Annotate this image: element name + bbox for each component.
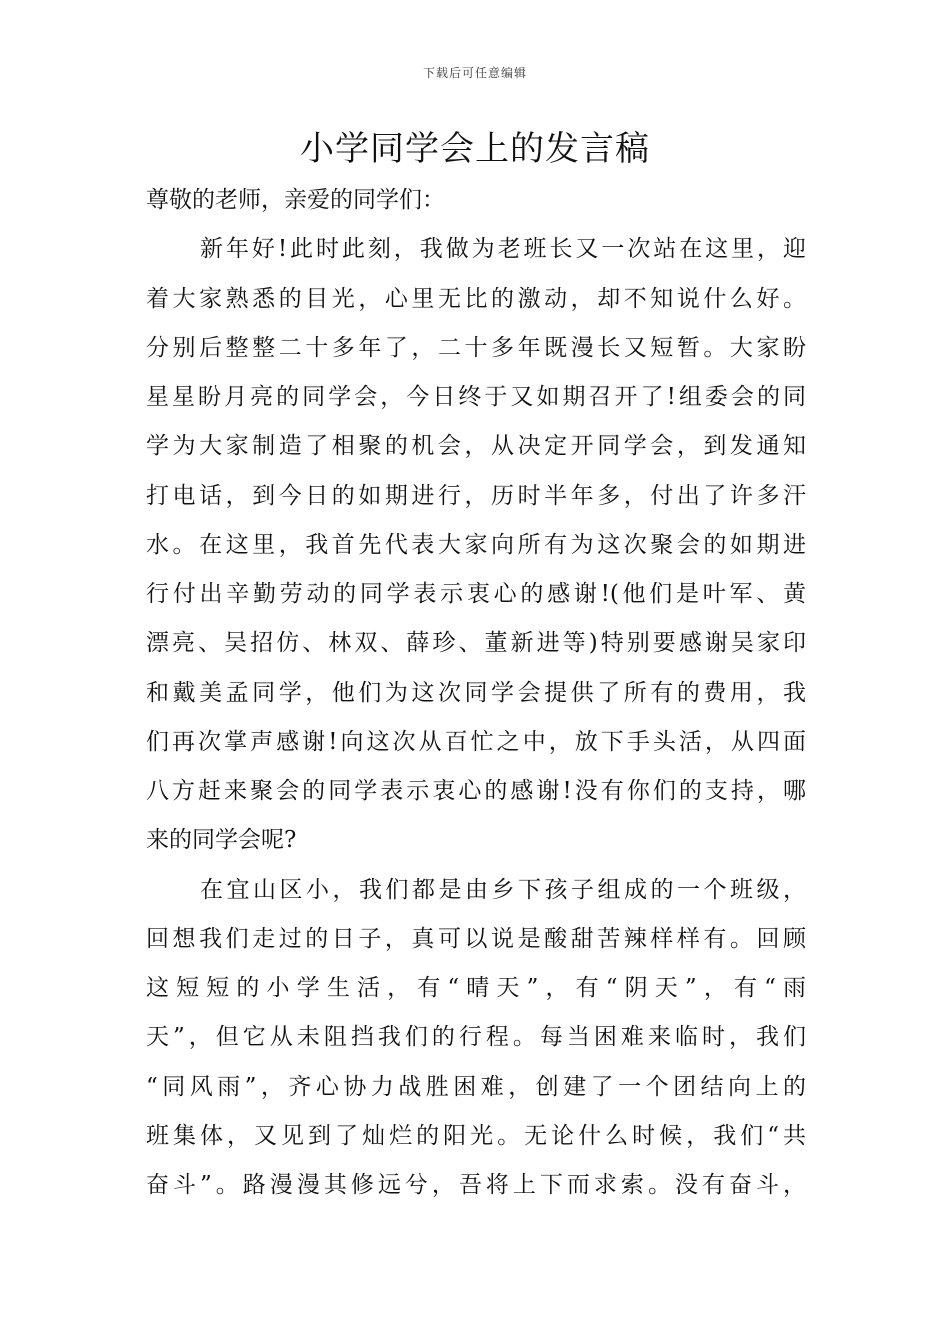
text-line: 奋斗”。路漫漫其修远兮，吾将上下而求索。没有奋斗， — [146, 1172, 806, 1198]
text-line: 在宜山区小，我们都是由乡下孩子组成的一个班级， — [200, 876, 806, 903]
text-line: 打电话，到今日的如期进行，历时半年多，付出了许多汗 — [146, 482, 806, 509]
header-note: 下载后可任意编辑 — [422, 66, 527, 80]
text-line: 水。在这里，我首先代表大家向所有为这次聚会的如期进 — [146, 531, 806, 558]
text-line: 分别后整整二十多年了，二十多年既漫长又短暂。大家盼 — [146, 334, 806, 361]
document-body — [146, 176, 806, 1210]
text-line: 和戴美孟同学，他们为这次同学会提供了所有的费用，我 — [146, 679, 806, 706]
page-title: 小学同学会上的发言稿 — [300, 129, 650, 169]
text-line: 们再次掌声感谢!向这次从百忙之中，放下手头活，从四面 — [146, 728, 806, 755]
text-line: 星星盼月亮的同学会，今日终于又如期召开了!组委会的同 — [146, 384, 806, 410]
text-line: 天”，但它从未阻挡我们的行程。每当困难来临时，我们 — [146, 1024, 806, 1051]
text-line: 班集体，又见到了灿烂的阳光。无论什么时候，我们“共 — [146, 1122, 806, 1149]
text-line: 这短短的小学生活，有“晴天”，有“阴天”，有“雨 — [146, 975, 806, 1001]
text-line: 行付出辛勤劳动的同学表示衷心的感谢!(他们是叶军、黄 — [146, 581, 806, 607]
text-line: 漂亮、吴招仿、林双、薛珍、董新进等)特别要感谢吴家印 — [146, 630, 806, 657]
text-line: 回想我们走过的日子，真可以说是酸甜苦辣样样有。回顾 — [146, 925, 806, 952]
text-line: “同风雨”，齐心协力战胜困难，创建了一个团结向上的 — [146, 1073, 806, 1100]
text-line: 来的同学会呢? — [146, 827, 297, 854]
text-line: 学为大家制造了相聚的机会，从决定开同学会，到发通知 — [146, 433, 806, 460]
text-line: 尊敬的老师，亲爱的同学们： — [146, 187, 445, 213]
text-line: 着大家熟悉的目光，心里无比的激动，却不知说什么好。 — [146, 285, 806, 312]
text-line: 八方赶来聚会的同学表示衷心的感谢!没有你们的支持，哪 — [146, 778, 806, 804]
text-line: 新年好!此时此刻，我做为老班长又一次站在这里，迎 — [200, 236, 806, 263]
